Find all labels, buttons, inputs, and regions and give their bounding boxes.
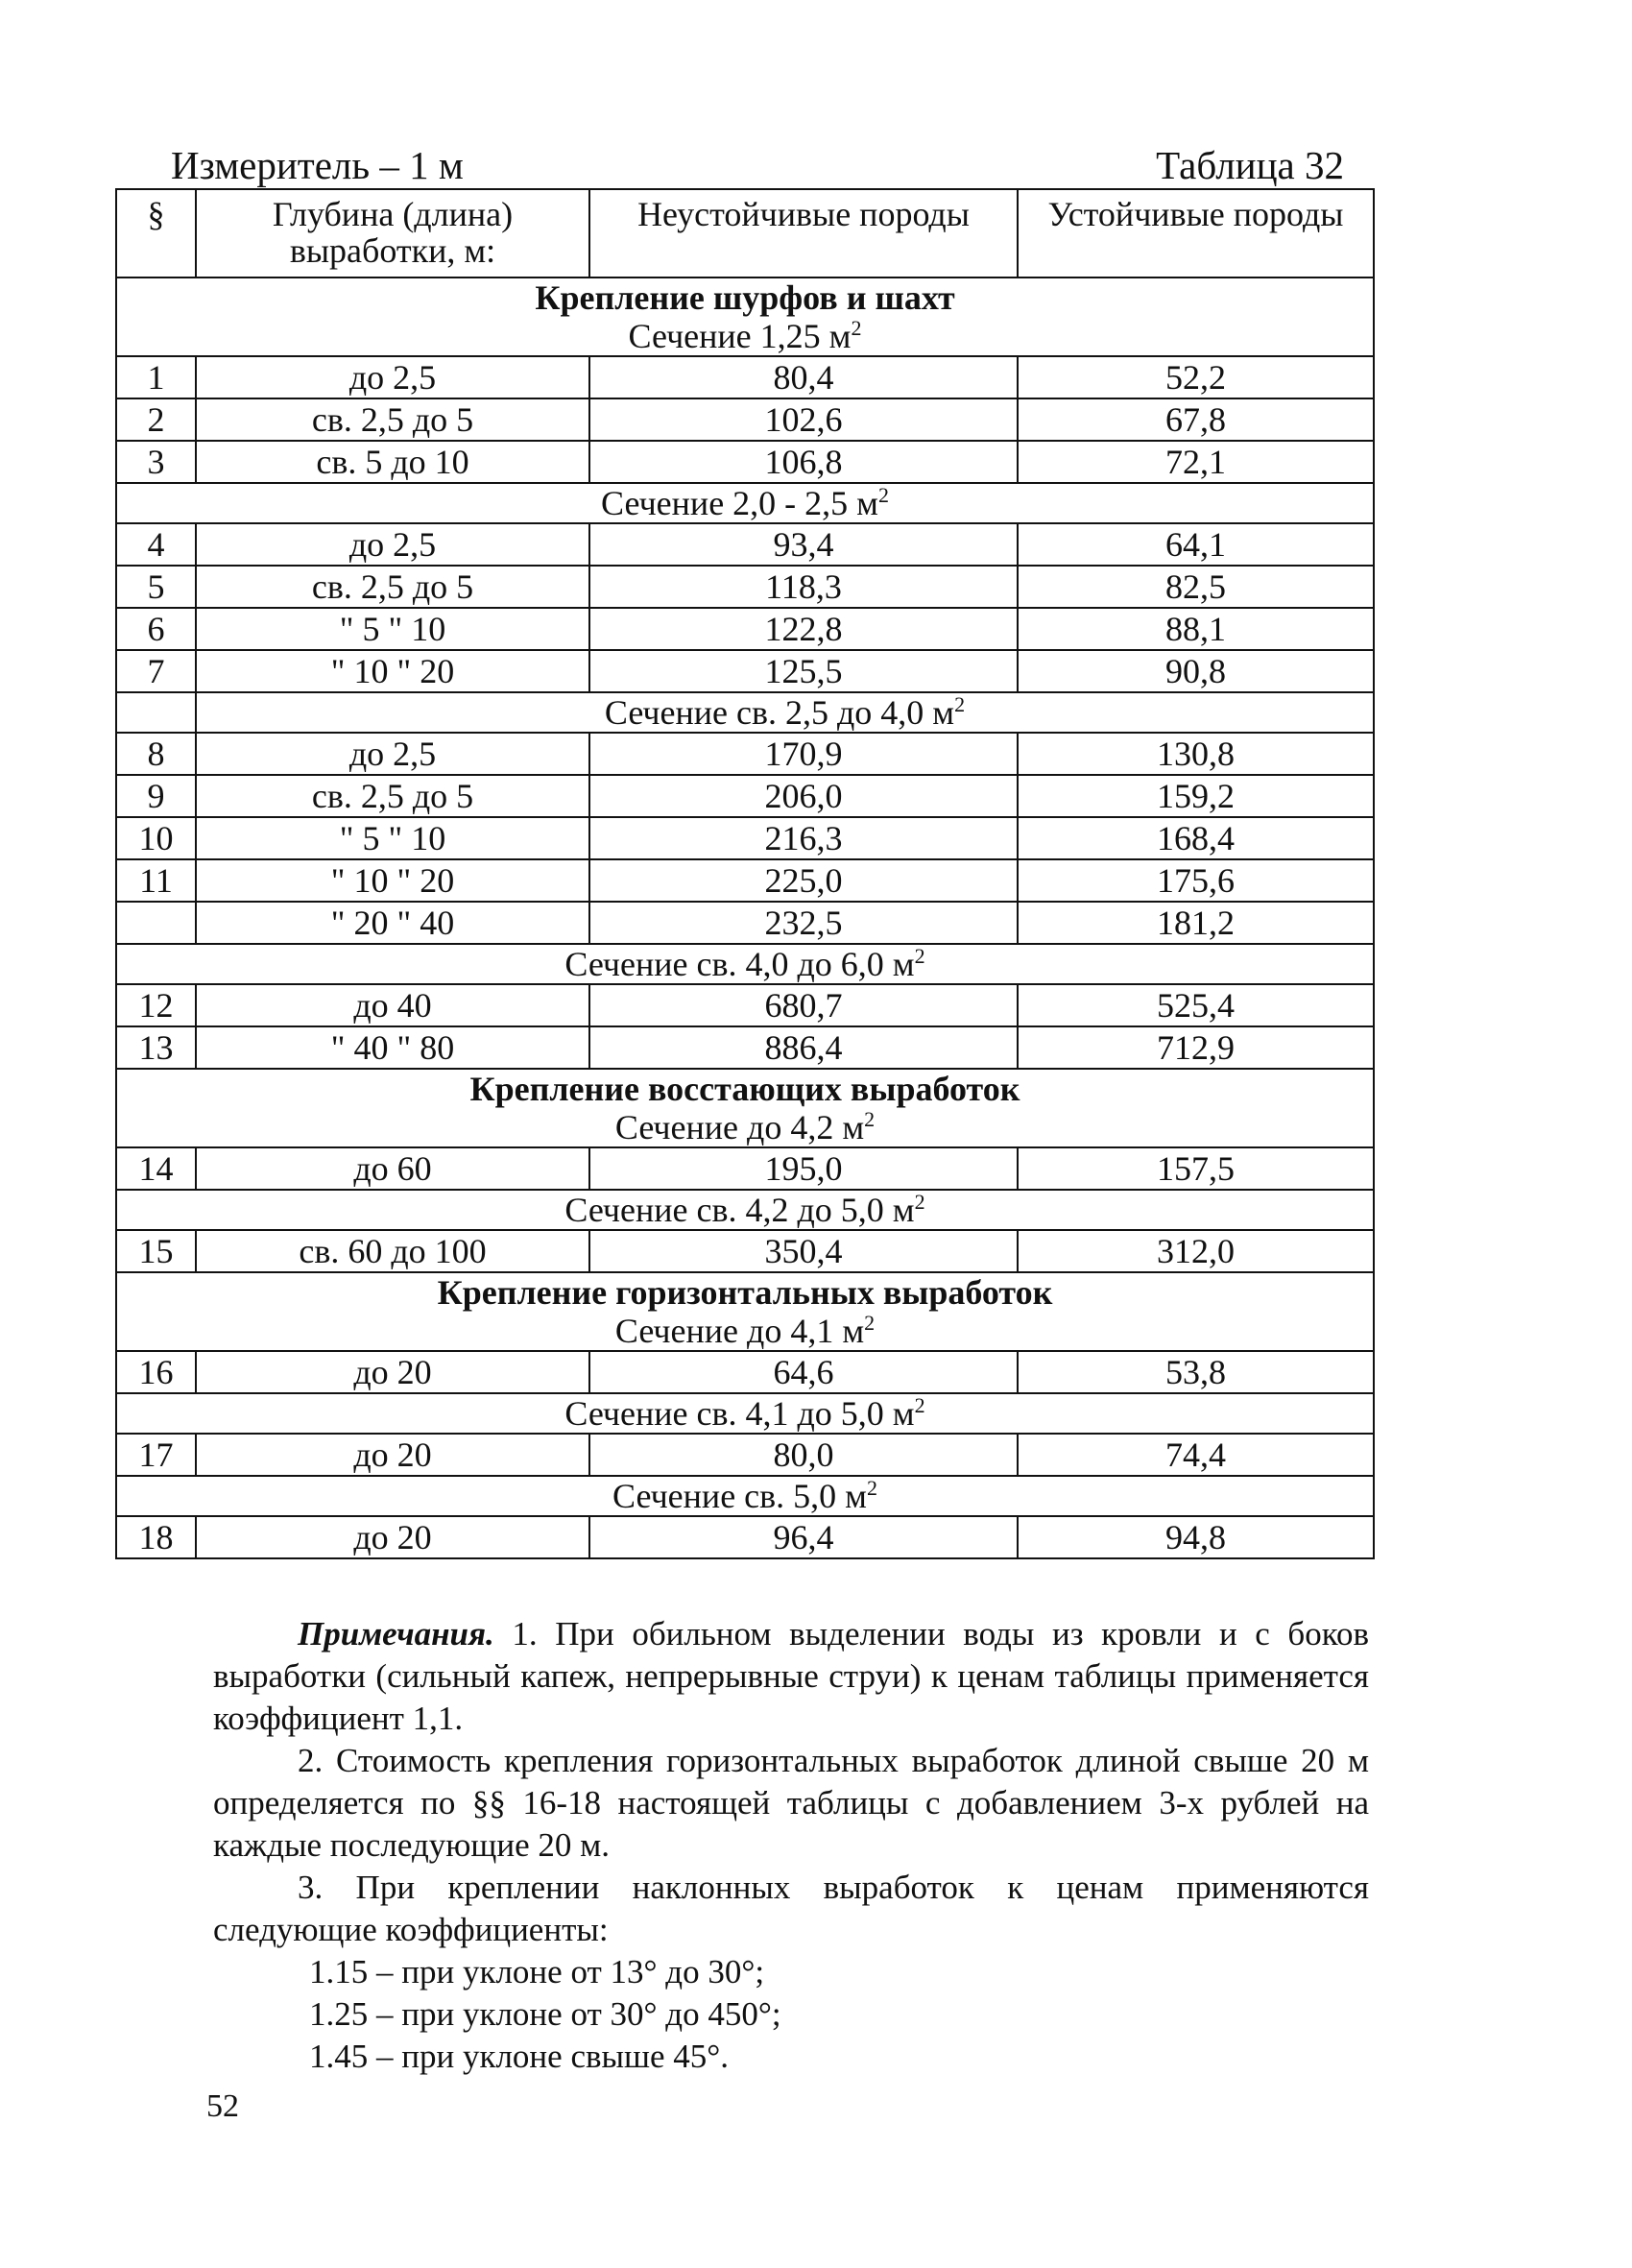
subsection-title: Сечение 1,25 $м^2$ [628, 316, 862, 355]
subsection-row: Сечение св. 5,0 $м^2$ [116, 1476, 1374, 1516]
column-header-row [116, 189, 1374, 277]
table-row: 15 св. 60 до 100 350,4 312,0 [116, 1230, 1374, 1272]
table-row: 18 до 20 96,4 94,8 [116, 1516, 1374, 1558]
section-header [116, 1272, 1374, 1351]
table-row: 12 до 40 680,7 525,4 [116, 984, 1374, 1026]
table-row: 14 до 60 195,0 157,5 [116, 1147, 1374, 1190]
table-row: 4 до 2,5 93,4 64,1 [116, 523, 1374, 566]
note-1: Примечания. 1. При обильном выделении воды из кровли и с боков выработки (сильный капеж, непрерывные струи) к ценам таблицы применяется коэффициент 1,1. [213, 1615, 1369, 1737]
price-table [115, 188, 1375, 1559]
section-title: Крепление шурфов и шахт [535, 278, 955, 317]
table-row: 7 " 10 " 20 125,5 90,8 [116, 650, 1374, 692]
table-row: " 20 " 40 232,5 181,2 [116, 902, 1374, 944]
coefficient-1: 1.15 – при уклоне от 13° до 30°; [309, 1953, 765, 1991]
coefficient-3: 1.45 – при уклоне свыше 45°. [309, 2038, 730, 2075]
col-header-number: § [116, 189, 196, 277]
subsection-title: Сечение до 4,2 $м^2$ [614, 1107, 876, 1146]
subsection-title: Сечение до 4,1 $м^2$ [614, 1311, 876, 1350]
table-row: 13 " 40 " 80 886,4 712,9 [116, 1026, 1374, 1069]
col-header-stable: Устойчивые породы [1018, 189, 1374, 277]
section-header [116, 277, 1374, 356]
table-row: 8 до 2,5 170,9 130,8 [116, 733, 1374, 775]
page-number: 52 [206, 2088, 239, 2124]
notes [213, 1613, 1369, 2078]
subsection-row: Сечение св. 2,5 до 4,0 $м^2$ [116, 692, 1374, 733]
section-header [116, 1069, 1374, 1147]
table-title: Таблица 32 [1156, 143, 1344, 187]
note-2: 2. Стоимость крепления горизонтальных выработок длиной свыше 20 м определяется по §§ 16-18 настоящей таблицы с добавлением 3-х рублей на каждые последующие 20 м. [213, 1742, 1369, 1864]
table-row: 1 до 2,5 80,4 52,2 [116, 356, 1374, 398]
coefficient-2: 1.25 – при уклоне от 30° до 450°; [309, 1995, 781, 2033]
table-row: 10 " 5 " 10 216,3 168,4 [116, 817, 1374, 859]
section-title: Крепление горизонтальных выработок [437, 1273, 1053, 1312]
table-row: 6 " 5 " 10 122,8 88,1 [116, 608, 1374, 650]
notes-label: Примечания. [298, 1615, 494, 1653]
measure-unit: Измеритель – 1 м [171, 143, 464, 187]
table-row: 5 св. 2,5 до 5 118,3 82,5 [116, 566, 1374, 608]
subsection-row: Сечение св. 4,1 до 5,0 $м^2$ [116, 1393, 1374, 1434]
subsection-row: Сечение 2,0 - 2,5 $м^2$ [116, 483, 1374, 523]
subsection-row: Сечение св. 4,2 до 5,0 $м^2$ [116, 1190, 1374, 1230]
table-row: 3 св. 5 до 10 106,8 72,1 [116, 441, 1374, 483]
col-header-unstable: Неустойчивые породы [589, 189, 1018, 277]
note-3: 3. При креплении наклонных выработок к ценам применяются следующие коэффициенты: [213, 1869, 1369, 1948]
table-row: 2 св. 2,5 до 5 102,6 67,8 [116, 398, 1374, 441]
table-row: 11 " 10 " 20 225,0 175,6 [116, 859, 1374, 902]
table-row: 16 до 20 64,6 53,8 [116, 1351, 1374, 1393]
table-header [171, 142, 1344, 188]
col-header-depth: Глубина (длина) выработки, м: [196, 189, 589, 277]
subsection-row: Сечение св. 4,0 до 6,0 $м^2$ [116, 944, 1374, 984]
table-row: 17 до 20 80,0 74,4 [116, 1434, 1374, 1476]
section-title: Крепление восстающих выработок [469, 1070, 1020, 1108]
table-row: 9 св. 2,5 до 5 206,0 159,2 [116, 775, 1374, 817]
